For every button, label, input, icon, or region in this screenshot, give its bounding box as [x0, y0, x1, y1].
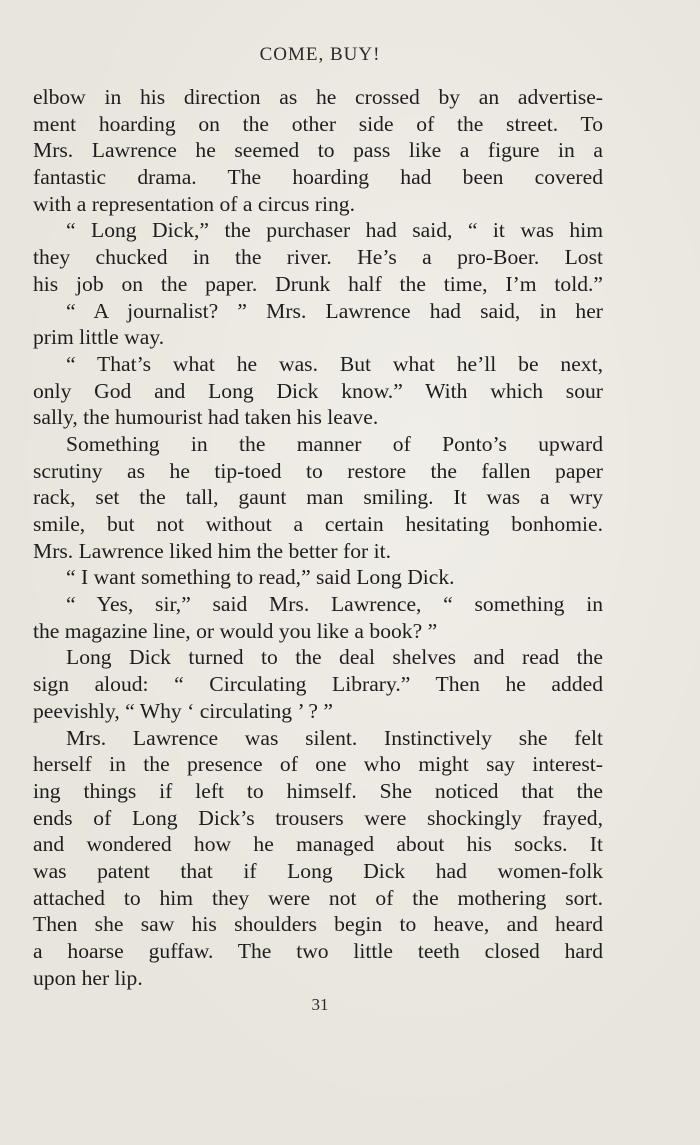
text-line: with a representation of a circus ring. [33, 191, 355, 216]
text-line: Mrs. Lawrence he seemed to pass like a figure in a [33, 138, 603, 163]
text-line: attached to him they were not of the mothering sort. [33, 885, 603, 910]
text-line: ends of Long Dick’s trousers were shockingly frayed, [33, 805, 603, 830]
text-line: fantastic drama. The hoarding had been covered [33, 165, 603, 190]
running-head: COME, BUY! [259, 44, 381, 65]
text-line: smile, but not without a certain hesitating bonhomie. [33, 512, 603, 536]
text-line: Mrs. Lawrence was silent. Instinctively she felt [66, 725, 603, 750]
body-text [33, 84, 603, 991]
text-line: rack, set the tall, gaunt man smiling. It was a wry [33, 485, 603, 510]
text-line: “ I want something to read,” said Long Dick. [66, 565, 455, 590]
text-line: sign aloud: “ Circulating Library.” Then he added [33, 672, 603, 697]
text-line: “ Yes, sir,” said Mrs. Lawrence, “ something in [66, 592, 603, 617]
text-line: and wondered how he managed about his socks. It [33, 832, 603, 857]
text-line: upon her lip. [33, 965, 143, 990]
text-line: elbow in his direction as he crossed by an advertise- [33, 85, 603, 109]
text-line: “ That’s what he was. But what he’ll be next, [66, 351, 603, 376]
text-line: “ Long Dick,” the purchaser had said, “ it was him [66, 218, 603, 243]
text-line: herself in the presence of one who might say interest- [33, 752, 603, 777]
text-line: they chucked in the river. He’s a pro-Boer. Lost [33, 245, 603, 270]
text-line: Then she saw his shoulders begin to heave, and heard [33, 912, 603, 937]
text-line: the magazine line, or would you like a book? ” [33, 618, 438, 643]
text-line: was patent that if Long Dick had women-folk [33, 858, 603, 883]
text-line: his job on the paper. Drunk half the time, I’m told.” [33, 271, 603, 296]
text-line: scrutiny as he tip-toed to restore the fallen paper [33, 458, 603, 483]
text-line: a hoarse guffaw. The two little teeth closed hard [33, 939, 603, 963]
text-line: peevishly, “ Why ‘ circulating ’ ? ” [33, 698, 333, 723]
text-line: Mrs. Lawrence liked him the better for it. [33, 538, 391, 563]
text-line: Long Dick turned to the deal shelves and read the [66, 645, 603, 670]
text-line: only God and Long Dick know.” With which sour [33, 378, 603, 403]
text-line: “ A journalist? ” Mrs. Lawrence had said, in her [66, 298, 603, 323]
page-number: 31 [311, 995, 329, 1014]
text-line: sally, the humourist had taken his leave. [33, 405, 379, 430]
text-line: ing things if left to himself. She noticed that the [33, 778, 603, 803]
text-line: prim little way. [33, 325, 165, 350]
text-line: ment hoarding on the other side of the street. To [33, 111, 603, 136]
text-line: Something in the manner of Ponto’s upward [66, 431, 603, 456]
